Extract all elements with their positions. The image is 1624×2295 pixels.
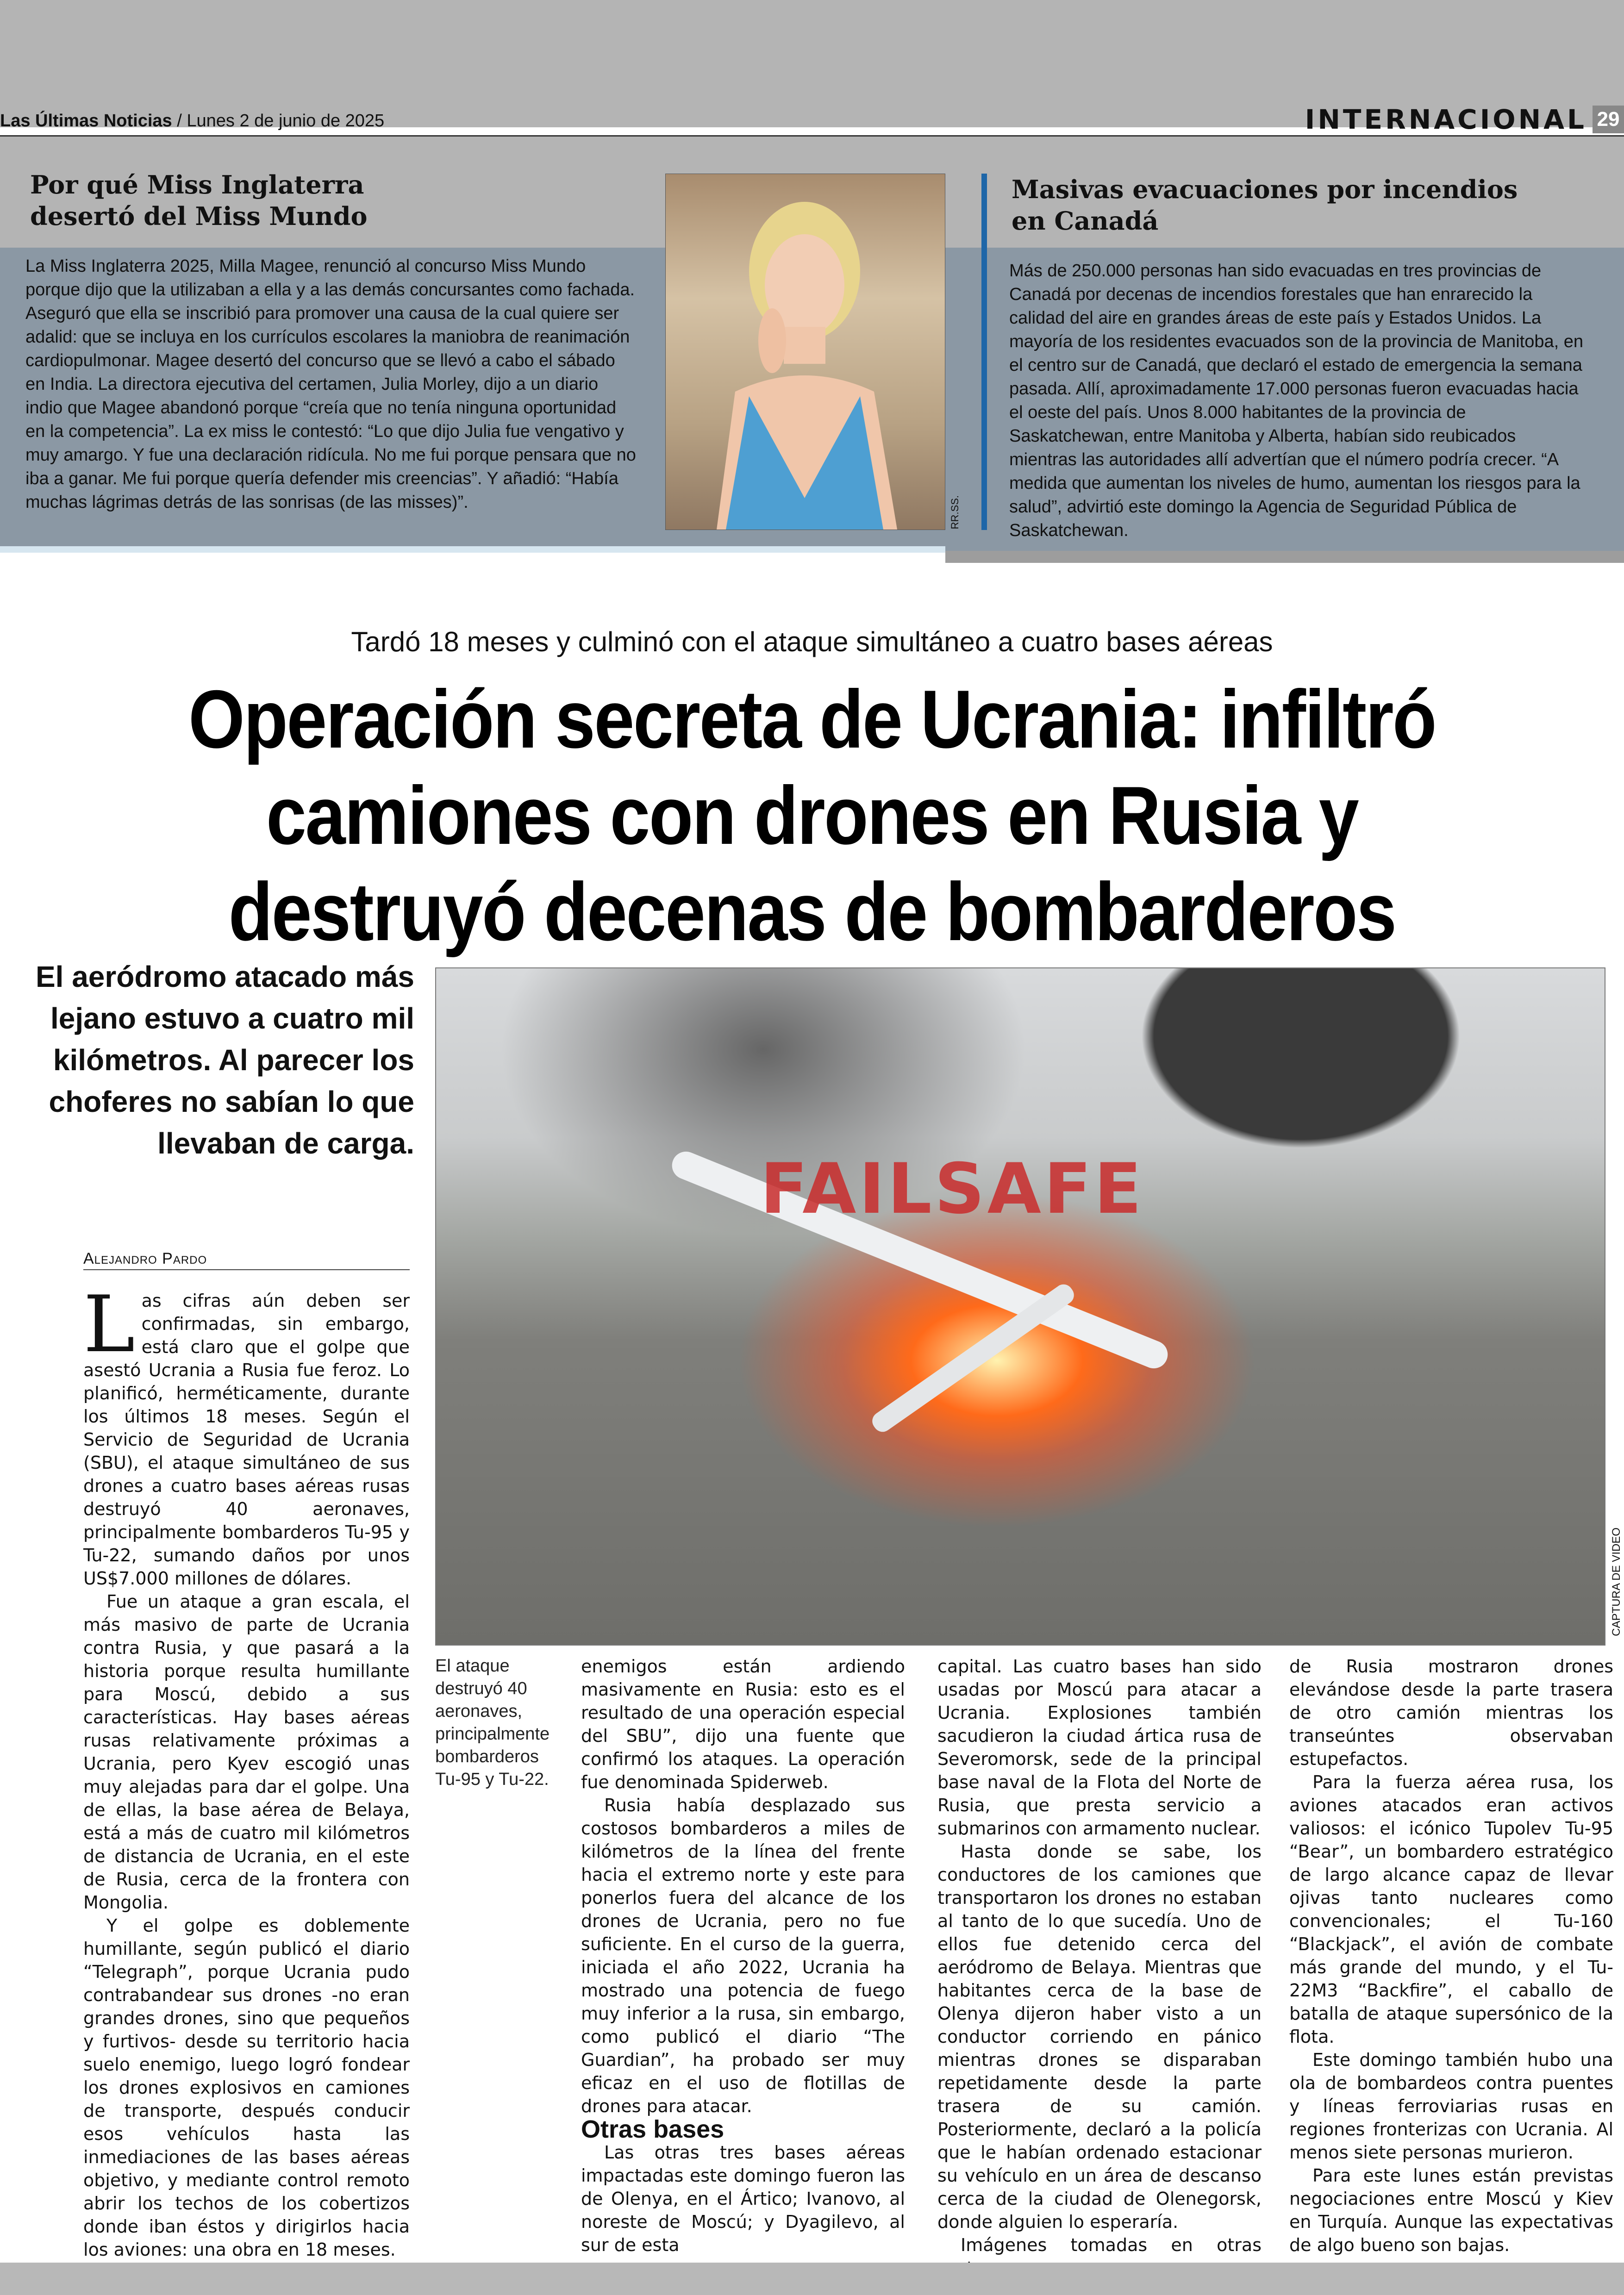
right-box-bottom-strip <box>945 551 1624 563</box>
issue-date: / Lunes 2 de junio de 2025 <box>172 111 385 131</box>
paragraph: as cifras aún deben ser confirmadas, sin embargo, está claro que el golpe que asestó Ucrania a Rusia fue feroz. Lo planificó, herméticamente, durante los últimos 18 meses. Según el Servicio de Seguridad de Ucrania (SBU), el ataque simultáneo de sus drones a cuatro bases aéreas rusas destruyó 40 aeronaves, principalmente bombarderos Tu-95 y Tu-22, sumando daños por unos US$7.000 millones de dólares. <box>83 1291 410 1589</box>
paragraph: Fue un ataque a gran escala, el más masivo de parte de Ucrania contra Rusia, y que pasará a la historia porque resulta humillante para Moscú, debido a sus características. Hay bases aéreas rusas relativamente próximas a Ucrania, pero Kyev escogió unas muy alejadas para dar el golpe. Una de ellas, la base aérea de Belaya, está a más de cuatro mil kilómetros de distancia de Ucrania, en el este de Rusia, cerca de la frontera con Mongolia. <box>83 1591 410 1913</box>
article-column-4 <box>1289 1655 1613 2257</box>
left-box-bottom-line <box>0 546 945 553</box>
miss-england-title: Por qué Miss Inglaterra desertó del Miss Mundo <box>30 170 368 231</box>
page-number: 29 <box>1593 106 1624 133</box>
paragraph: Hasta donde se sabe, los conductores de los camiones que transportaron los drones no estaban al tanto de lo que sucedía. Uno de ellos fue detenido cerca del aeródromo de Belaya. Mientras que habitantes cerca de la base de Olenya dijeron haber visto a un conductor corriendo en pánico mientras drones se disparaban repetidamente desde la parte trasera de su camión. Posteriormente, declaró a la policía que le habían ordenado estacionar su vehículo en un área de descanso cerca de la ciudad de Olenegorsk, donde alguien lo esperaría. <box>937 1841 1262 2232</box>
byline-rule <box>83 1269 410 1270</box>
article-column-1 <box>83 1279 410 2284</box>
drone-attack-photo <box>435 967 1605 1646</box>
paragraph: Para la fuerza aérea rusa, los aviones atacados eran activos valiosos: el icónico Tupolev Tu-95 “Bear”, un bombardero estratégico de largo alcance capaz de llevar ojivas tanto nucleares como convencionales; el Tu-160 “Blackjack”, el avión de combate más grande del mundo, y el Tu-22M3 “Backfire”, el caballo de batalla de ataque supersónico de la flota. <box>1289 1772 1613 2047</box>
miss-england-photo <box>665 174 945 530</box>
paragraph: Rusia había desplazado sus costosos bombarderos a miles de kilómetros de la línea del frente hacia el extremo norte y este para ponerlos fuera del alcance de los drones de Ucrania, pero no fue suficiente. En el curso de la guerra, iniciada el año 2022, Ucrania ha mostrado una potencia de fuego muy inferior a la rusa, sin embargo, como publicó el diario “The Guardian”, ha probado ser muy eficaz en el uso de flotillas de drones para atacar. <box>581 1795 905 2116</box>
paragraph: enemigos están ardiendo masivamente en Rusia: esto es el resultado de una operación especial del SBU”, dijo una fuente que confirmó los ataques. La operación fue denominada Spiderweb. <box>581 1656 905 1792</box>
article-column-3 <box>937 1655 1262 2280</box>
article-deck: El aeródromo atacado más lejano estuvo a cuatro mil kilómetros. Al parecer los choferes no sabían lo que llevaban de carga. <box>35 960 414 1160</box>
masthead <box>0 111 384 131</box>
article-kicker: Tardó 18 meses y culminó con el ataque simultáneo a cuatro bases aéreas <box>351 626 1273 657</box>
bomber-wing <box>868 1281 1077 1435</box>
paragraph: Las otras tres bases aéreas impactadas este domingo fueron las de Olenya, en el Ártico; Ivanovo, al noreste de Moscú; y Dyagilevo, al sur de esta <box>581 2142 905 2255</box>
photo-overlay-text: FAILSAFE <box>760 1149 1144 1229</box>
article-column-2 <box>581 1655 905 2257</box>
paragraph: de Rusia mostraron drones elevándose desde la parte trasera de otro camión mientras los transeúntes observaban estupefactos. <box>1289 1656 1613 1769</box>
section-label: INTERNACIONAL <box>1305 104 1587 135</box>
newspaper-name: Las Últimas Noticias <box>0 111 172 131</box>
paragraph: Para este lunes están previstas negociaciones entre Moscú y Kiev en Turquía. Aunque las expectativas de algo bueno son bajas. <box>1289 2165 1613 2255</box>
drop-cap: L <box>83 1279 135 1370</box>
byline: Alejandro Pardo <box>83 1250 207 1267</box>
paragraph: Este domingo también hubo una ola de bombardeos contra puentes y líneas ferroviarias rusas en regiones fronterizas con Ucrania. Al menos siete personas murieron. <box>1289 2050 1613 2163</box>
photo-caption: El ataque destruyó 40 aeronaves, principalmente bombarderos Tu-95 y Tu-22. <box>435 1656 550 1789</box>
canada-fires-title: Masivas evacuaciones por incendios en Canadá <box>1012 175 1518 236</box>
paragraph: Y el golpe es doblemente humillante, según publicó el diario “Telegraph”, porque Ucrania pudo contrabandear sus drones -no eran grandes drones, sino que pequeños y furtivos- desde su territorio hacia suelo enemigo, luego logró fondear los drones explosivos en camiones de transporte, después conducir esos vehículos hasta las inmediaciones de las bases aéreas objetivo, y mediante control remoto abrir los techos de los cobertizos donde iban éstos y dirigirlos hacia los aviones: una obra en 18 meses. <box>83 1915 410 2260</box>
miss-england-text: La Miss Inglaterra 2025, Milla Magee, renunció al concurso Miss Mundo porque dijo que la utilizaban a ella y a las demás concursantes como fachada. Aseguró que ella se inscribió para promover una causa de la cual quiere ser adalid: que se incluya en los currículos escolares la maniobra de reanimación cardiopulmonar. Magee desertó del concurso que se llevó a cabo el sábado en India. La directora ejecutiva del certamen, Julia Morley, dijo a un diario indio que Magee abandonó porque “creía que no tenía ninguna oportunidad en la competencia”. La ex miss le contestó: “Lo que dijo Julia fue vengativo y muy amargo. Y fue una declaración ridícula. No me fui porque pensara que no iba a ganar. Me fui porque quería defender mis creencias”. Y añadió: “Había muchas lágrimas detrás de las sonrisas (de las misses)”. <box>25 256 636 512</box>
paragraph: capital. Las cuatro bases han sido usadas por Moscú para atacar a Ucrania. Explosiones también sacudieron la ciudad ártica rusa de Severomorsk, sede de la principal base naval de la Flota del Norte de Rusia, que presta servicio a submarinos con armamento nuclear. <box>937 1656 1262 1839</box>
right-box-accent-bar <box>981 174 987 530</box>
photo-credit-left: RR.SS. <box>949 495 961 530</box>
paragraph: Imágenes tomadas en otras <box>961 2235 1262 2255</box>
photo-credit-main: CAPTURA DE VIDEO <box>1610 1528 1623 1636</box>
bottom-margin-band <box>0 2263 1624 2295</box>
canada-fires-text: Más de 250.000 personas han sido evacuadas en tres provincias de Canadá por decenas de incendios forestales que han enrarecido la calidad del aire en grandes áreas de este país y Estados Unidos. La mayoría de los residentes evacuados son de la provincia de Manitoba, en el centro sur de Canadá, que declaró el estado de emergencia la semana pasada. Allí, aproximadamente 17.000 personas fueron evacuadas hacia el oeste del país. Unos 8.000 habitantes de la provincia de Saskatchewan, entre Manitoba y Alberta, habían sido reubicados mientras las autoridades allí advertían que el número podría crecer. “A medida que aumentan los niveles de humo, aumentan los riesgos para la salud”, advirtió este domingo la Agencia de Seguridad Pública de Saskatchewan. <box>1009 261 1583 540</box>
article-headline: Operación secreta de Ucrania: infiltró camiones con drones en Rusia y destruyó decenas de bombarderos <box>188 673 1436 958</box>
portrait-illustration <box>666 174 945 530</box>
subheading: Otras bases <box>581 2115 725 2143</box>
